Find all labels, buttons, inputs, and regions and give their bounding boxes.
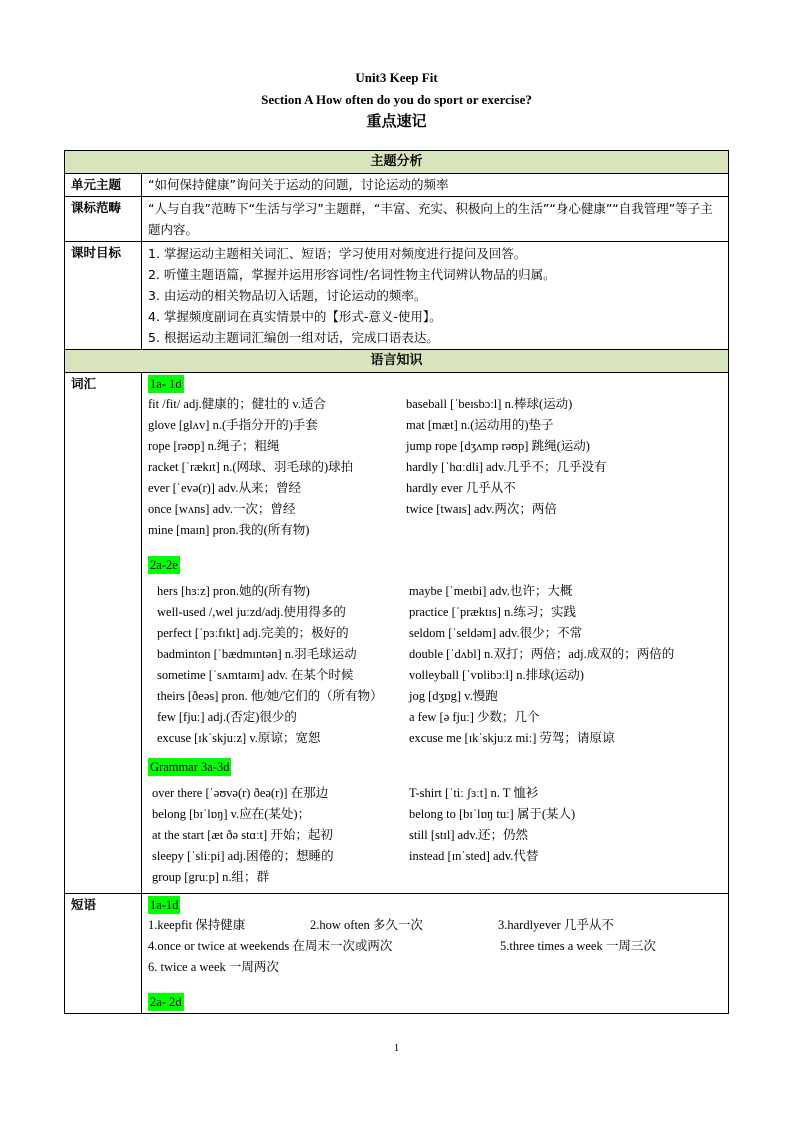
phrase-section-tag: 1a-1d — [150, 898, 179, 912]
page-number: 1 — [393, 1042, 400, 1054]
vocab-item: practice [ˈpræktɪs] n.练习；实践 — [409, 605, 576, 619]
vocab-item: a few [ə fjuː] 少数；几个 — [409, 710, 540, 724]
phrase-item: 4.once or twice at weekends 在周末一次或两次 — [148, 939, 393, 953]
vocab-item: belong to [bɪˈlɒŋ tuː] 属于(某人) — [409, 807, 576, 821]
phrase-section-tag: 2a- 2d — [150, 995, 182, 1009]
vocab-item: group [gruːp] n.组；群 — [152, 870, 269, 884]
unit-theme-label: 单元主题 — [65, 174, 142, 197]
vocab-section-tag: 1a- 1d — [150, 377, 182, 391]
vocab-item: sometime [ˈsʌmtaɪm] adv. 在某个时候 — [157, 668, 354, 682]
unit-theme-text: “如何保持健康”询问关于运动的问题，讨论运动的频率 — [142, 174, 729, 197]
goal-item: 1. 掌握运动主题相关词汇、短语；学习使用对频度进行提问及回答。 — [148, 246, 527, 261]
vocab-item: still [stɪl] adv.还；仍然 — [409, 828, 528, 842]
summary-table — [64, 150, 729, 1014]
section-title: Section A How often do you do sport or exercise? — [261, 92, 532, 107]
vocab-item: hers [hɜːz] pron.她的(所有物) — [157, 584, 310, 598]
vocab-item: few [fjuː] adj.(否定)很少的 — [157, 710, 297, 724]
vocab-item: badminton [ˈbædmɪntən] n.羽毛球运动 — [157, 647, 357, 661]
vocab-item: baseball [ˈbeɪsbɔːl] n.棒球(运动) — [406, 397, 573, 411]
vocab-item: at the start [æt ðə stɑːt] 开始；起初 — [152, 828, 333, 842]
vocab-item: jog [dʒɒg] v.慢跑 — [409, 689, 498, 703]
vocab-item: ever [ˈevə(r)] adv.从来；曾经 — [148, 481, 301, 495]
vocab-cell — [142, 373, 729, 894]
curriculum-label: 课标范畴 — [65, 197, 142, 242]
vocab-item: excuse me [ɪkˈskjuːz miː] 劳驾；请原谅 — [409, 731, 615, 745]
vocab-item: seldom [ˈseldəm] adv.很少；不常 — [409, 626, 583, 640]
phrase-item: 2.how often 多久一次 — [310, 918, 423, 932]
vocab-list-1 — [148, 394, 722, 541]
vocab-item: double [ˈdʌbl] n.双打；两倍；adj.成双的；两倍的 — [409, 647, 675, 661]
vocab-item: hardly ever 几乎从不 — [406, 481, 516, 495]
phrase-item: 3.hardlyever 几乎从不 — [498, 918, 614, 932]
goal-item: 5. 根据运动主题词汇编创一组对话，完成口语表达。 — [148, 330, 439, 345]
phrase-item: 1.keepfit 保持健康 — [148, 918, 246, 932]
vocab-item: mat [mæt] n.(运动用的)垫子 — [406, 418, 554, 432]
vocab-section-tag: 2a-2e — [150, 558, 178, 572]
vocab-item: sleepy [ˈsliːpi] adj.困倦的；想睡的 — [152, 849, 334, 863]
vocab-item: glove [glʌv] n.(手指分开的)手套 — [148, 418, 318, 432]
document-title: Unit3 Keep Fit — [355, 70, 438, 85]
phrase-list — [148, 936, 722, 957]
goal-item: 4. 掌握频度副词在真实情景中的【形式-意义-使用】。 — [148, 309, 442, 324]
vocab-item: fit /fit/ adj.健康的；健壮的 v.适合 — [148, 397, 326, 411]
goal-item: 3. 由运动的相关物品切入话题，讨论运动的频率。 — [148, 288, 427, 303]
goals-cell — [142, 242, 729, 350]
vocab-item: hardly [ˈhɑːdli] adv.几乎不；几乎没有 — [406, 460, 607, 474]
vocab-item: excuse [ɪkˈskjuːz] v.原谅；宽恕 — [157, 731, 321, 745]
vocab-section-tag: Grammar 3a-3d — [150, 760, 230, 774]
phrases-label: 短语 — [65, 894, 142, 1014]
phrase-item: 6. twice a week 一周两次 — [148, 960, 279, 974]
language-knowledge-header: 语言知识 — [65, 350, 729, 373]
vocab-item — [409, 867, 722, 888]
phrase-list — [148, 915, 722, 936]
subtitle: 重点速记 — [366, 112, 427, 130]
vocab-item: maybe [ˈmeɪbi] adv.也许；大概 — [409, 584, 573, 598]
vocab-item — [406, 520, 722, 541]
vocab-item: instead [ɪnˈsted] adv.代替 — [409, 849, 539, 863]
vocab-item: belong [bɪˈlɒŋ] v.应在(某处)； — [152, 807, 311, 821]
vocab-item: racket [ˈrækɪt] n.(网球、羽毛球的)球拍 — [148, 460, 354, 474]
vocab-item: T-shirt [ˈtiː ʃɜːt] n. T 恤衫 — [409, 786, 539, 800]
vocab-item: theirs [ðeəs] pron. 他/她/它们的（所有物） — [157, 689, 383, 703]
vocab-item: over there [ˈəʊvə(r) ðeə(r)] 在那边 — [152, 786, 329, 800]
vocab-list-3 — [148, 783, 722, 888]
vocab-item: well-used /,wel juːzd/adj.使用得多的 — [157, 605, 346, 619]
vocab-item: mine [maɪn] pron.我的(所有物) — [148, 523, 310, 537]
vocab-item: perfect [ˈpɜːfɪkt] adj.完美的；极好的 — [157, 626, 349, 640]
vocab-label: 词汇 — [65, 373, 142, 894]
vocab-list-2 — [148, 581, 722, 749]
goal-item: 2. 听懂主题语篇，掌握并运用形容词性/名词性物主代词辨认物品的归属。 — [148, 267, 556, 282]
phrase-list — [148, 957, 722, 978]
theme-analysis-header: 主题分析 — [65, 151, 729, 174]
vocab-item: twice [twaɪs] adv.两次；两倍 — [406, 502, 557, 516]
vocab-item: jump rope [dʒʌmp rəʊp] 跳绳(运动) — [406, 439, 590, 453]
vocab-item: once [wʌns] adv.一次；曾经 — [148, 502, 296, 516]
phrases-cell — [142, 894, 729, 1014]
phrase-item: 5.three times a week 一周三次 — [500, 939, 656, 953]
vocab-item: rope [rəʊp] n.绳子；粗绳 — [148, 439, 280, 453]
vocab-item: volleyball [ˈvɒlibɔːl] n.排球(运动) — [409, 668, 584, 682]
goals-label: 课时目标 — [65, 242, 142, 350]
curriculum-text: “人与自我”范畴下“生活与学习”主题群，“丰富、充实、积极向上的生活”“身心健康”“自我管理”等子主题内容。 — [142, 197, 729, 242]
